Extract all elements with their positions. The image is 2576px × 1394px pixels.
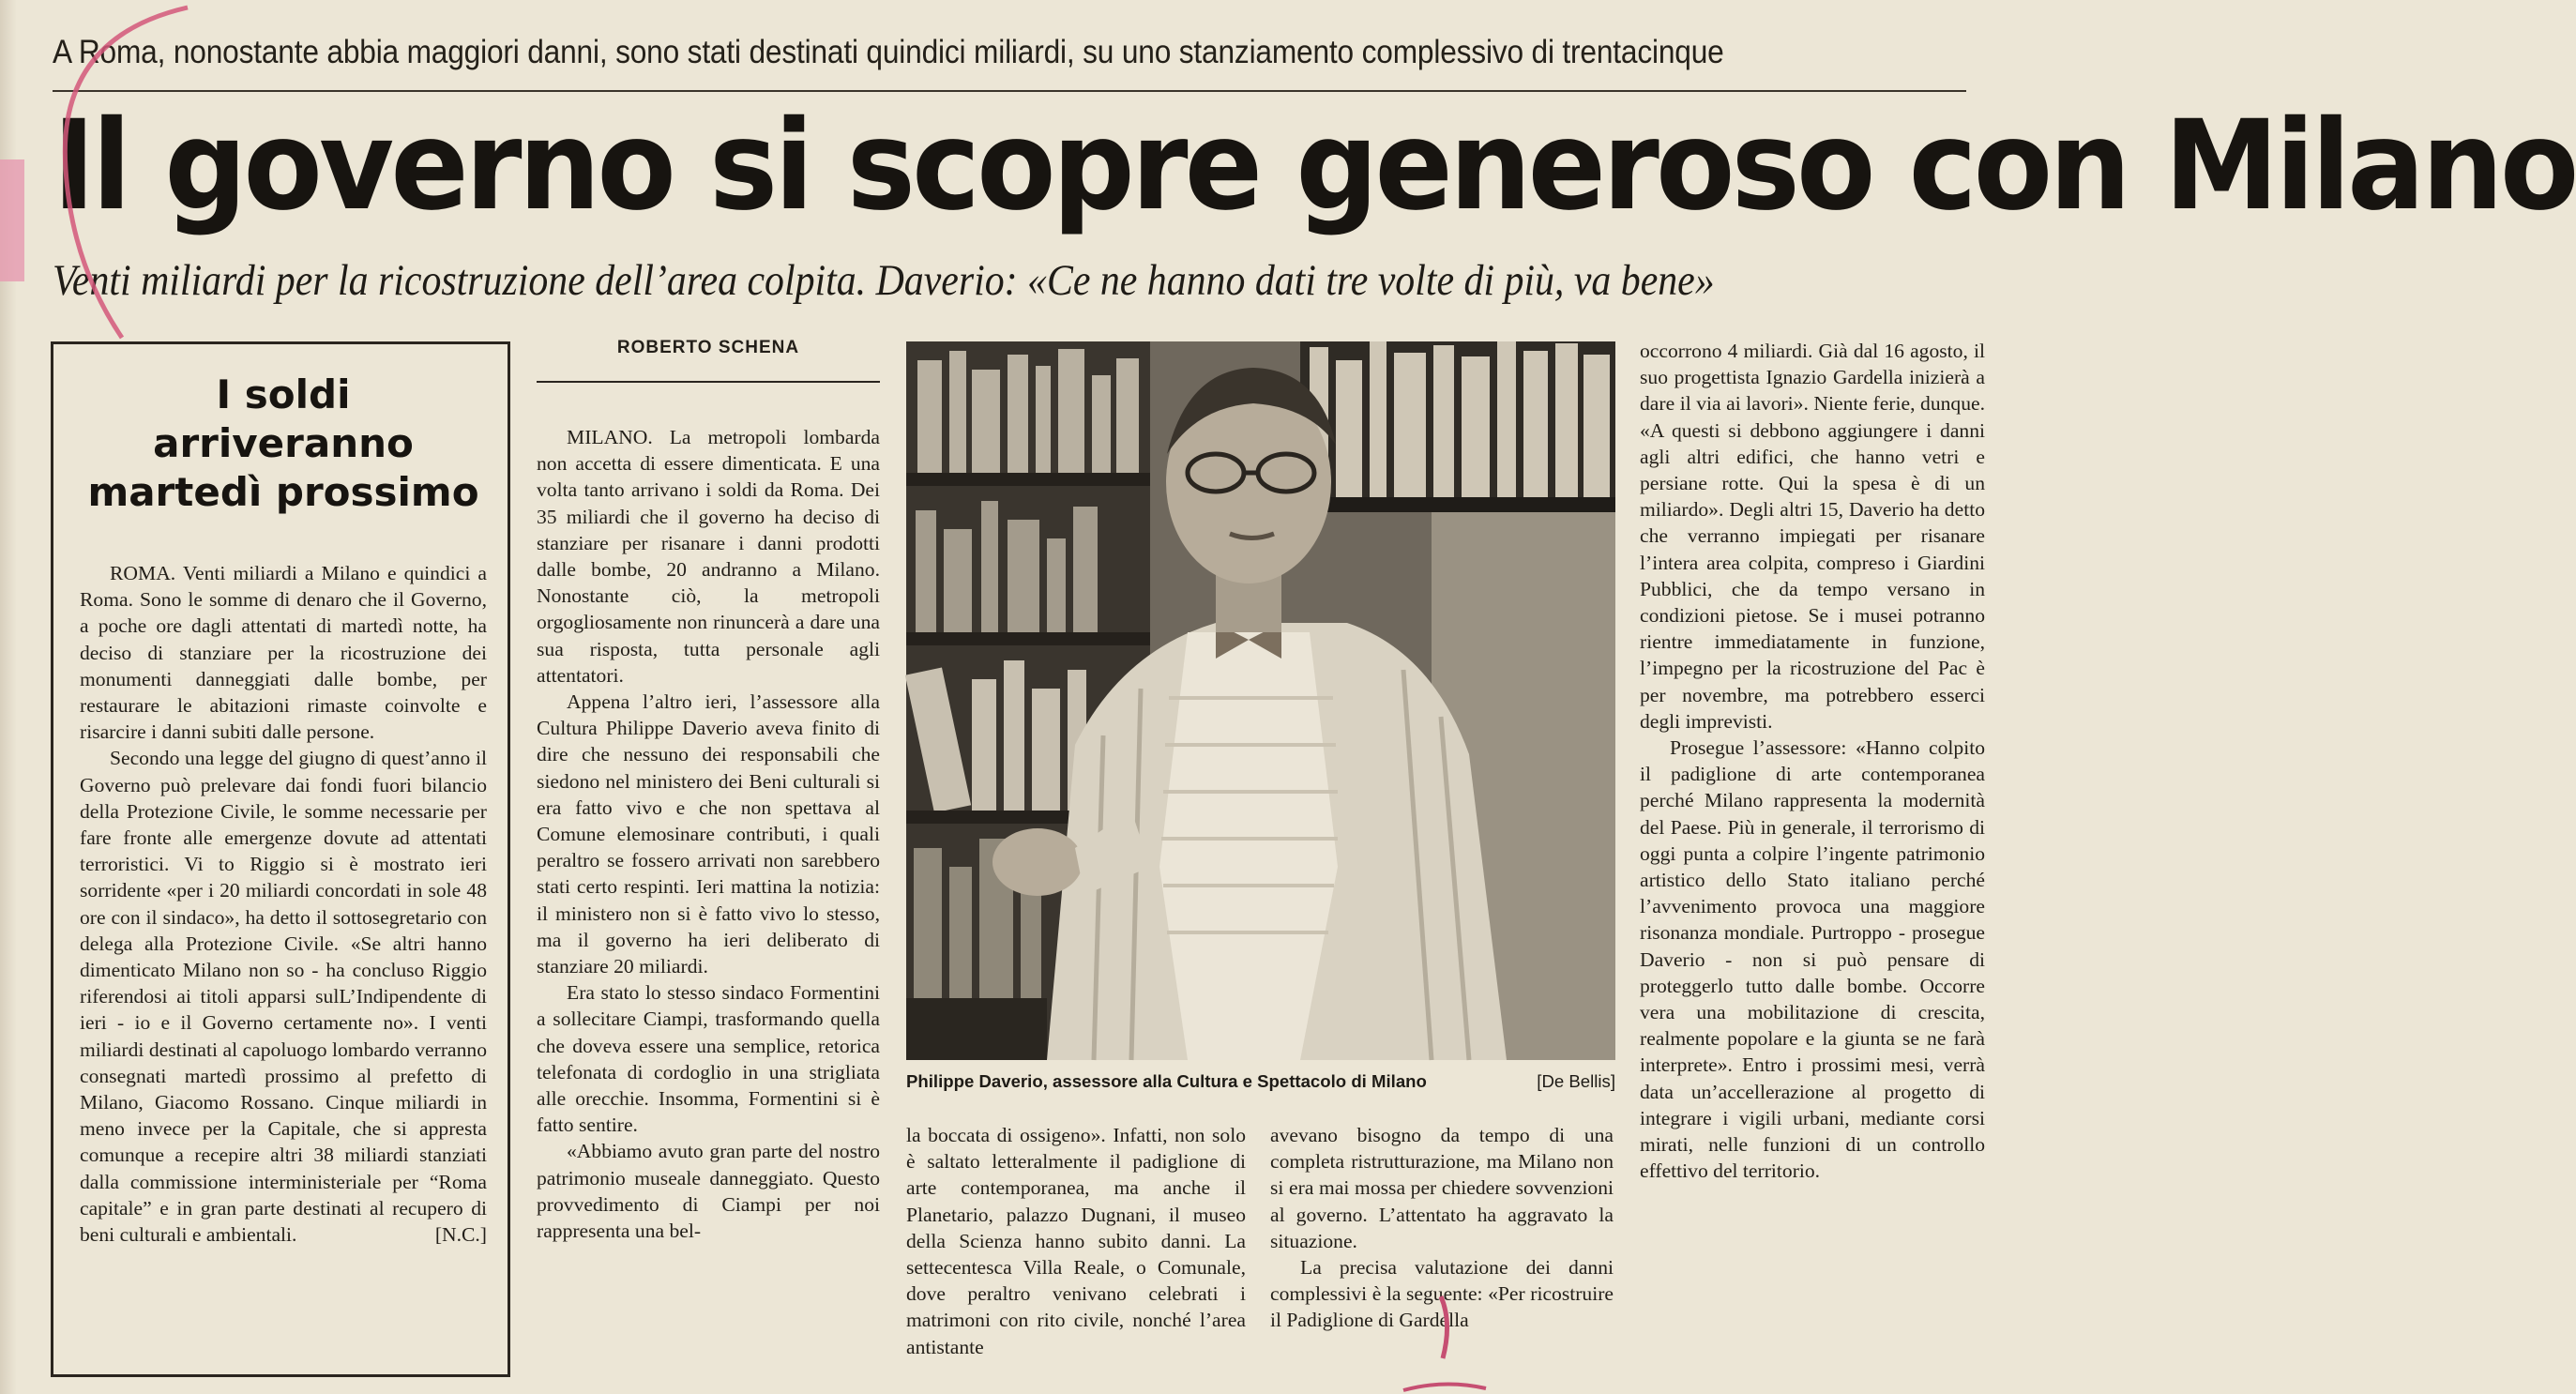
article-paragraph: MILANO. La metropoli lombarda non accetta di essere dimenticata. E una volta tanto arrivano i soldi da Roma. Dei 35 miliardi che il governo ha deciso di stanziare per risanare i danni prodotti dalle bombe, 20 andranno a Milano. Nonostante ciò, la metropoli orgogliosamente non rinuncerà a dare una sua risposta, tutta personale agli attentatori. bbox=[537, 426, 880, 687]
sidebar-paragraph bbox=[80, 745, 487, 1248]
byline: ROBERTO SCHENA bbox=[616, 338, 800, 357]
sidebar-text bbox=[80, 560, 487, 1248]
sidebar-title: I soldi arriveranno martedì prossimo bbox=[87, 371, 479, 515]
byline-rule bbox=[537, 381, 880, 383]
header-rule bbox=[53, 90, 1966, 92]
article-paragraph: La precisa valutazione dei danni complessivi è la seguente: «Per ricostruire il Padiglione di Gardella bbox=[1270, 1256, 1614, 1332]
page-edge-shadow bbox=[0, 0, 17, 1394]
article-paragraph: Era stato lo stesso sindaco Formentini a sollecitare Ciampi, trasformando quella che doveva essere una semplice, retorica telefonata di cordoglio in una strigliata alle orecchie. Insomma, Formentini si è fatto sentire. bbox=[537, 981, 880, 1137]
article-column-3 bbox=[1270, 1122, 1614, 1334]
sidebar-box bbox=[51, 341, 510, 1377]
caption-text: Philippe Daverio, assessore alla Cultura e Spettacolo di Milano bbox=[906, 1071, 1427, 1091]
subheadline: Venti miliardi per la ricostruzione dell’area colpita. Daverio: «Ce ne hanno dati tre volte di più, va bene» bbox=[53, 256, 1715, 305]
column-text bbox=[537, 424, 880, 1244]
kicker: A Roma, nonostante abbia maggiori danni, sono stati destinati quindici miliardi, su uno stanziamento complessivo di trentacinque bbox=[53, 34, 1724, 70]
photo-credit: [De Bellis] bbox=[1537, 1071, 1615, 1091]
portrait-photo bbox=[906, 341, 1615, 1060]
article-paragraph: occorrono 4 miliardi. Già dal 16 agosto, il suo progettista Ignazio Gardella inizierà a dare il via ai lavori». Niente ferie, dunque. «A questi si debbono aggiungere i danni agli altri edifici, che hanno vetri e persiane rotte. Qui la spesa è di un miliardo». Degli altri 15, Daverio ha detto che verranno impiegati per risanare l’intera area colpita, compreso i Giardini Pubblici, che da tempo versano in condizioni pietose. Se i musei potranno rientre immediatamente in funzione, l’impegno per la ricostruzione del Pac è per novembre, ma potrebbero esserci degli imprevisti. bbox=[1640, 340, 1985, 733]
headline: Il governo si scopre generoso con Milano bbox=[53, 94, 2576, 238]
sidebar-paragraph: ROMA. Venti miliardi a Milano e quindici a Roma. Sono le somme di denaro che il Governo, a poche ore dagli attentati di martedì notte, ha deciso di stanziare per la ricostruzione dei monumenti danneggiati dalle bombe, per restaurare le abitazioni rimaste coinvolte e risarcire i danni subiti dalle persone. bbox=[80, 562, 487, 744]
article-paragraph: Prosegue l’assessore: «Hanno colpito il padiglione di arte contemporanea perché Milano rappresenta la modernità del Paese. Più in generale, il terrorismo di oggi punta a colpire l’ingente patrimonio artistico dello Stato italiano perché l’avvenimento provoca una maggiore risonanza mondiale. Purtroppo - prosegue Daverio - non si può pensare di proteggerlo tutto dalle bombe. Occorre vera una mobilitazione di crescita, realmente popolare e la giunta se ne farà interprete». Entro i prossimi mesi, verrà data un’accellerazione al progetto di integrare i vigili urbani, mediante corsi mirati, nelle funzioni di un controllo effettivo del territorio. bbox=[1640, 736, 1985, 1183]
article-column-2 bbox=[906, 1122, 1246, 1360]
article-column-1 bbox=[537, 338, 880, 1244]
article-paragraph: Appena l’altro ieri, l’assessore alla Cultura Philippe Daverio aveva finito di dire che nessuno dei responsabili che siedono nel ministero dei Beni culturali si era fatto vivo e che non spettava al Comune elemosinare contributi, i quali peraltro se fossero arrivati non sarebbero stati certo respinti. Ieri mattina la notizia: il ministero non si è fatto vivo lo stesso, ma il governo ha ieri deliberato di stanziare 20 miliardi. bbox=[537, 690, 880, 978]
sidebar-signature: [N.C.] bbox=[434, 1223, 487, 1247]
article-paragraph: «Abbiamo avuto gran parte del nostro patrimonio museale danneggiato. Questo provvedimento di Ciampi per noi rappresenta una bel- bbox=[537, 1140, 880, 1243]
sidebar-paragraph-text: Secondo una legge del giugno di quest’anno il Governo può prelevare dai fondi fuori bilancio della Protezione Civile, le somme necessarie per fare fronte alle emergenze dovute ad attentati terroristici. Vi to Riggio si è mostrato ieri sorridente «per i 20 miliardi concordati in sole 48 ore con il sindaco», ha detto il sottosegretario con delega alla Protezione Civile. «Se altri hanno dimenticato Milano non so - ha concluso Riggio riferendosi ai titoli apparsi sulL’Indipendente di ieri - io e il Governo certamente no». I venti miliardi destinati al capoluogo lombardo verranno consegnati martedì prossimo al prefetto di Milano, Giacomo Rossano. Cinque miliardi in meno invece per la Capitale, che si appresta comunque a recepire altri 38 miliardi stanziati dalla commissione interministeriale per “Roma capitale” e in gran parte destinati al recupero di beni culturali e ambientali. bbox=[80, 747, 487, 1247]
photo-caption bbox=[906, 1071, 1615, 1092]
article-paragraph: la boccata di ossigeno». Infatti, non solo è saltato letteralmente il padiglione di arte contemporanea, ma anche il Planetario, palazzo Dugnani, il museo della Scienza hanno subito danni. La settecentesca Villa Reale, o Comunale, dove peraltro venivano celebrati i matrimoni con rito civile, nonché l’area antistante bbox=[906, 1124, 1246, 1358]
article-column-4 bbox=[1640, 338, 1985, 1185]
photo-illustration bbox=[906, 341, 1615, 1060]
article-paragraph: avevano bisogno da tempo di una completa ristrutturazione, ma Milano non si era mai mossa per chiedere sovvenzioni al governo. L’attentato ha aggravato la situazione. bbox=[1270, 1124, 1614, 1252]
